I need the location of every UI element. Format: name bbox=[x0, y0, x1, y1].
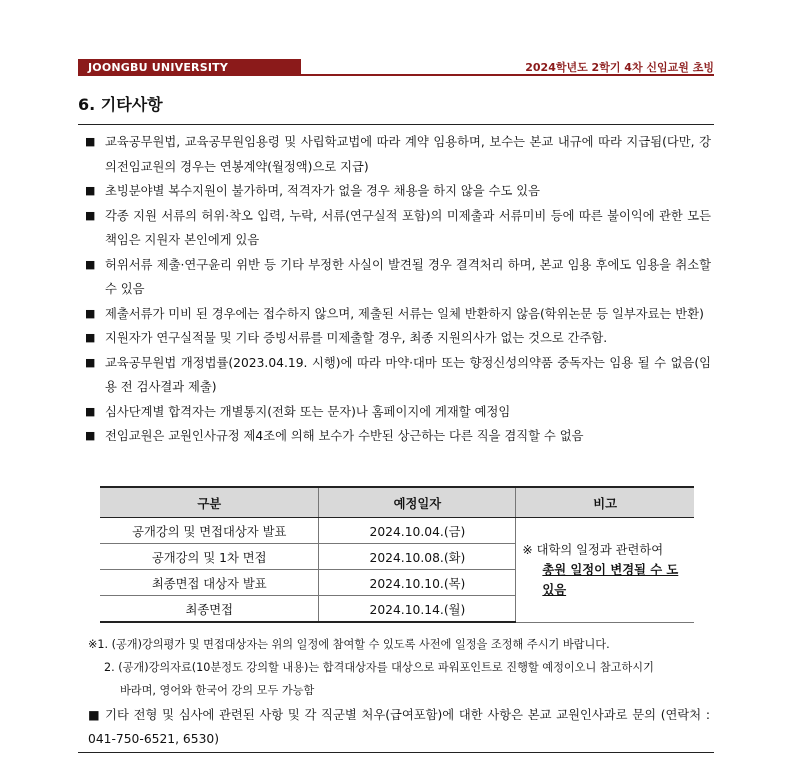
table-cell: 최종면접 bbox=[100, 596, 319, 623]
list-item: ■ 허위서류 제출·연구윤리 위반 등 기타 부정한 사실이 발견될 경우 결격처리 하며, 본교 임용 후에도 임용을 취소할 수 있음 bbox=[85, 253, 711, 302]
table-cell: 2024.10.08.(화) bbox=[319, 544, 516, 570]
list-item: ■ 심사단계별 합격자는 개별통지(전화 또는 문자)나 홈페이지에 게재할 예정임 bbox=[85, 400, 711, 425]
bullet-square-icon: ■ bbox=[85, 306, 96, 320]
schedule-table bbox=[100, 486, 694, 623]
bullet-square-icon: ■ bbox=[85, 208, 96, 222]
table-header-row bbox=[100, 487, 694, 518]
note-line: ※1. (공개)강의평가 및 면접대상자는 위의 일정에 참여할 수 있도록 사전에 일정을 조정해 주시기 바랍니다. bbox=[88, 638, 610, 651]
list-item: ■ 초빙분야별 복수지원이 불가하며, 적격자가 없을 경우 채용을 하지 않을 수도 있음 bbox=[85, 179, 711, 204]
table-cell: 2024.10.10.(목) bbox=[319, 570, 516, 596]
section-bottom-rule bbox=[78, 752, 714, 753]
note-line: 바라며, 영어와 한국어 강의 모두 가능함 bbox=[120, 684, 315, 697]
recruitment-title: 2024학년도 2학기 4차 신임교원 초빙 bbox=[301, 59, 714, 76]
remark-cell bbox=[516, 518, 694, 623]
column-header: 예정일자 bbox=[319, 487, 516, 518]
list-item: ■ 제출서류가 미비 된 경우에는 접수하지 않으며, 제출된 서류는 일체 반환하지 않음(학위논문 등 일부자료는 반환) bbox=[85, 302, 711, 327]
section-top-rule bbox=[78, 124, 714, 125]
column-header: 구분 bbox=[100, 487, 319, 518]
bullet-square-icon: ■ bbox=[85, 355, 96, 369]
document-header bbox=[78, 59, 714, 76]
note-line: 2. (공개)강의자료(10분정도 강의할 내용)는 합격대상자를 대상으로 파워포인트로 진행할 예정이오니 참고하시기 bbox=[104, 661, 654, 674]
table-cell: 2024.10.14.(월) bbox=[319, 596, 516, 623]
bullet-square-icon: ■ bbox=[85, 135, 96, 148]
column-header: 비고 bbox=[516, 487, 694, 518]
table-row bbox=[100, 518, 694, 544]
bullet-square-icon: ■ bbox=[85, 257, 96, 271]
list-item: ■ 각종 지원 서류의 허위·착오 입력, 누락, 서류(연구실적 포함)의 미제출과 서류미비 등에 따른 불이익에 관한 모든 책임은 지원자 본인에게 있음 bbox=[85, 204, 711, 253]
list-item: ■ 교육공무원법, 교육공무원임용령 및 사립학교법에 따라 계약 임용하며, 보수는 본교 내규에 따라 지급됨(다만, 강의전임교원의 경우는 연봉계약(월정액)으로 지급) bbox=[85, 130, 711, 179]
schedule-notes bbox=[88, 633, 708, 702]
bullet-square-icon: ■ bbox=[85, 331, 96, 344]
list-item: ■ 지원자가 연구실적물 및 기타 증빙서류를 미제출할 경우, 최종 지원의사가 없는 것으로 간주함. bbox=[85, 326, 711, 351]
table-cell: 최종면접 대상자 발표 bbox=[100, 570, 319, 596]
remark-emphasis: 총원 일정이 변경될 수 도 있음 bbox=[542, 562, 679, 597]
bullet-square-icon: ■ bbox=[85, 429, 96, 442]
bullet-square-icon: ■ bbox=[85, 184, 96, 197]
list-item: ■ 전임교원은 교원인사규정 제4조에 의해 보수가 수반된 상근하는 다른 직을 겸직할 수 없음 bbox=[85, 424, 711, 449]
list-item: ■ 교육공무원법 개정법률(2023.04.19. 시행)에 따라 마약·대마 또는 향정신성의약품 중독자는 임용 될 수 없음(임용 전 검사결과 제출) bbox=[85, 351, 711, 400]
table-cell: 공개강의 및 1차 면접 bbox=[100, 544, 319, 570]
remark-prefix: ※ 대학의 일정과 관련하여 bbox=[522, 542, 664, 557]
table-cell: 2024.10.04.(금) bbox=[319, 518, 516, 544]
contact-note: ■ 기타 전형 및 심사에 관련된 사항 및 각 직군별 처우(급여포함)에 대한 사항은 본교 교원인사과로 문의 (연락처 : 041-750-6521, 6530) bbox=[88, 708, 710, 746]
table-cell: 공개강의 및 면접대상자 발표 bbox=[100, 518, 319, 544]
section-title: 6. 기타사항 bbox=[78, 95, 163, 114]
university-name: JOONGBU UNIVERSITY bbox=[78, 59, 301, 76]
requirements-list bbox=[85, 130, 711, 449]
bullet-square-icon: ■ bbox=[85, 404, 96, 418]
